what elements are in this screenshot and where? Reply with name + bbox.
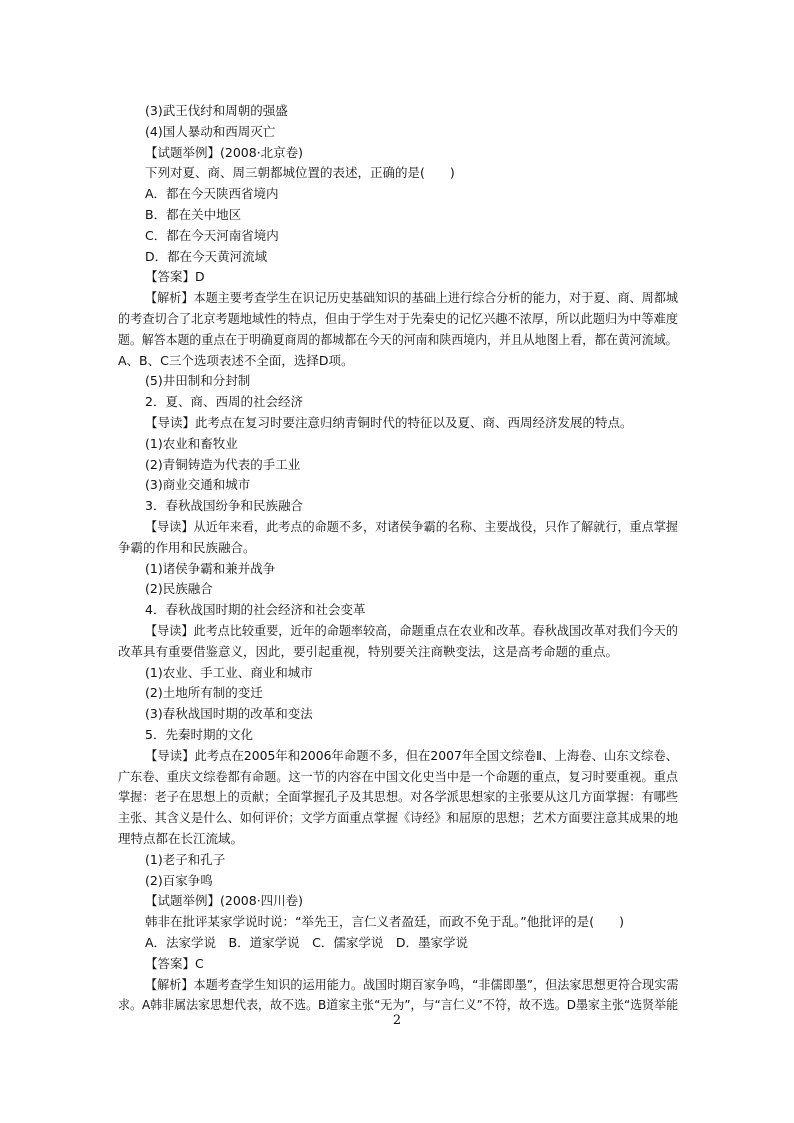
page-number: 2: [392, 1013, 402, 1028]
text-line: 2．夏、商、西周的社会经济: [145, 394, 303, 410]
text-line: 争霸的作用和民族融合。: [118, 539, 256, 555]
text-line: B．都在关中地区: [145, 207, 242, 222]
text-line: 【答案】C: [145, 955, 204, 971]
text-line: 掌握：老子在思想上的贡献；全面掌握孔子及其思想。对各学派思想家的主张要从这几方面掌握：有哪些: [118, 789, 679, 805]
text-line: D．都在今天黄河流域: [145, 248, 268, 264]
text-line: 下列对夏、商、周三朝都城位置的表述，正确的是( ): [145, 165, 455, 181]
text-line: (2)民族融合: [145, 581, 213, 597]
text-line: 广东卷、重庆文综卷都有命题。这一节的内容在中国文化史当中是一个命题的重点，复习时要重视。重点: [118, 768, 679, 784]
text-line: 【试题举例】(2008·四川卷): [145, 893, 304, 909]
text-line: 【导读】此考点在复习时要注意归纳青铜时代的特征以及夏、商、西周经济发展的特点。: [145, 415, 633, 430]
text-line: (2)百家争鸣: [145, 872, 213, 888]
text-line: 3．春秋战国纷争和民族融合: [145, 498, 303, 514]
text-line: 5．先秦时期的文化: [145, 727, 253, 742]
text-line: 4．春秋战国时期的社会经济和社会变革: [145, 602, 366, 618]
text-line: (4)国人暴动和西周灭亡: [145, 123, 276, 139]
text-line: 【解析】本题主要考查学生在识记历史基础知识的基础上进行综合分析的能力，对于夏、商、周都城: [145, 290, 679, 306]
text-line: (5)井田制和分封制: [145, 373, 251, 389]
text-line: 【解析】本题考查学生知识的运用能力。战国时期百家争鸣，“非儒即墨”，但法家思想更符合现实需: [145, 976, 679, 992]
text-line: 理特点都在长江流域。: [118, 831, 244, 846]
text-line: (1)老子和孔子: [145, 851, 226, 867]
text-line: 求。A韩非属法家思想代表，故不选。B道家主张“无为”，与“言仁义”不符，故不选。D墨家主张“选贤举能: [118, 997, 679, 1013]
text-line: (3)武王伐纣和周朝的强盛: [145, 103, 288, 118]
text-line: (3)商业交通和城市: [145, 477, 251, 493]
text-line: C．都在今天河南省境内: [145, 227, 279, 243]
text-line: 【导读】此考点比较重要，近年的命题率较高，命题重点在农业和改革。春秋战国改革对我们今天的: [145, 623, 679, 638]
text-line: (1)农业和畜牧业: [145, 435, 238, 451]
text-line: 【答案】D: [145, 269, 205, 285]
text-line: 题。解答本题的重点在于明确夏商周的都城都在今天的河南和陕西境内，并且从地图上看，都在黄河流域。: [118, 331, 678, 347]
text-line: A．法家学说 B．道家学说 C．儒家学说 D．墨家学说: [145, 935, 468, 950]
text-line: A、B、C三个选项表述不全面，选择D项。: [118, 352, 354, 368]
text-line: 【导读】从近年来看，此考点的命题不多，对诸侯争霸的名称、主要战役，只作了解就行，重点掌握: [145, 519, 679, 534]
text-line: (2)土地所有制的变迁: [145, 685, 263, 701]
text-line: (1)诸侯争霸和兼并战争: [145, 560, 276, 576]
text-line: (1)农业、手工业、商业和城市: [145, 664, 313, 680]
text-line: 改革具有重要借鉴意义，因此，要引起重视，特别要关注商鞅变法，这是高考命题的重点。: [118, 643, 619, 659]
text-line: A．都在今天陕西省境内: [145, 186, 279, 202]
text-line: 的考查切合了北京考题地域性的特点，但由于学生对于先秦史的记忆兴趣不浓厚，所以此题归为中等难度: [118, 311, 679, 326]
text-line: 韩非在批评某家学说时说：“举先王，言仁义者盈廷，而政不免于乱。”他批评的是( ): [145, 914, 624, 930]
text-line: 主张、其含义是什么、如何评价；文学方面重点掌握《诗经》和屈原的思想；艺术方面要注意其成果的地: [118, 810, 679, 826]
text-line: (3)春秋战国时期的改革和变法: [145, 706, 313, 722]
text-line: 【导读】此考点在2005年和2006年命题不多，但在2007年全国文综卷Ⅱ、上海卷、山东文综卷、: [145, 747, 679, 763]
text-line: (2)青铜铸造为代表的手工业: [145, 456, 301, 472]
text-line: 【试题举例】(2008·北京卷): [145, 144, 304, 160]
